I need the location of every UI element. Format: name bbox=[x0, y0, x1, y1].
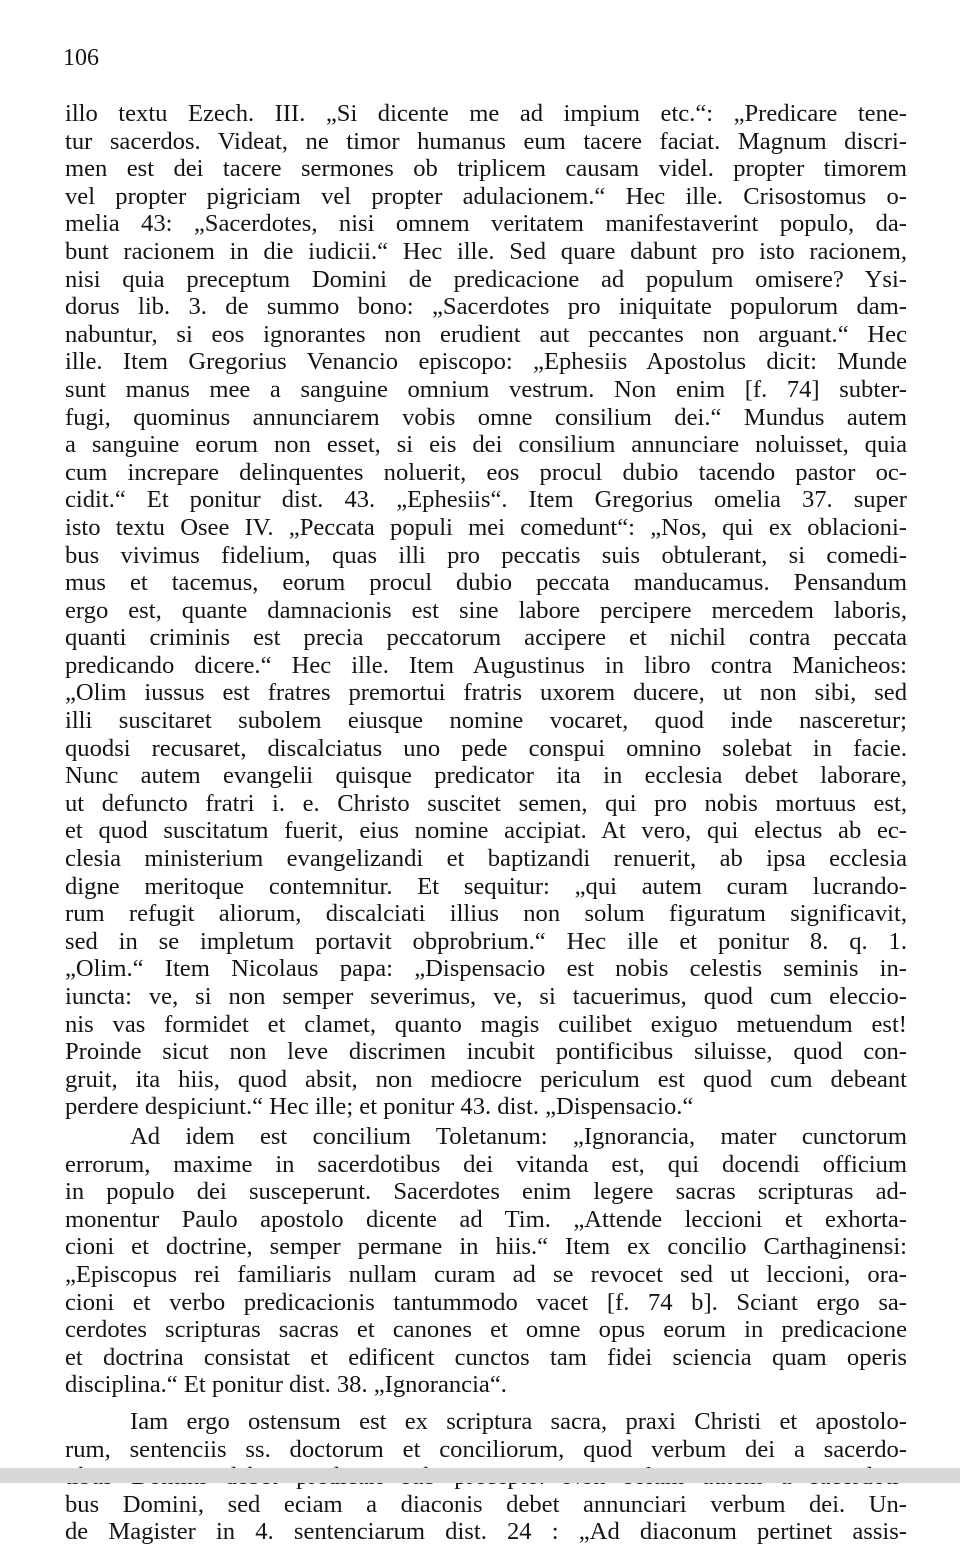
text-line: digne meritoque contemnitur. Et sequitur: „qui autem curam lucrando- bbox=[65, 872, 907, 900]
text-line: ergo est, quante damnacionis est sine labore percipere mercedem laboris, bbox=[65, 596, 907, 624]
text-line: ille. Item Gregorius Venancio episcopo: „Ephesiis Apostolus dicit: Munde bbox=[65, 348, 907, 376]
text-line: clesia ministerium evangelizandi et baptizandi renuerit, ab ipsa ecclesia bbox=[65, 845, 907, 873]
paragraph bbox=[65, 1123, 907, 1399]
text-line: rum, sentenciis ss. doctorum et conciliorum, quod verbum dei a sacerdo- bbox=[65, 1435, 907, 1463]
text-line: dorus lib. 3. de summo bono: „Sacerdotes pro iniquitate populorum dam- bbox=[65, 293, 907, 321]
text-line: de Magister in 4. sentenciarum dist. 24 : „Ad diaconum pertinet assis- bbox=[65, 1518, 907, 1546]
text-line: fugi, quominus annunciarem vobis omne consilium dei.“ Mundus autem bbox=[65, 403, 907, 431]
text-line: in populo dei susceperunt. Sacerdotes enim legere sacras scripturas ad- bbox=[65, 1178, 907, 1206]
text-line: bunt racionem in die iudicii.“ Hec ille. Sed quare dabunt pro isto racionem, bbox=[65, 237, 907, 265]
text-line: cum increpare delinquentes noluerit, eos procul dubio tacendo pastor oc- bbox=[65, 458, 907, 486]
text-line: tur sacerdos. Videat, ne timor humanus eum tacere faciat. Magnum discri- bbox=[65, 127, 907, 155]
text-line: nabuntur, si eos ignorantes non erudient aut peccantes non arguant.“ Hec bbox=[65, 320, 907, 348]
body-text bbox=[65, 100, 907, 1546]
text-line: predicando dicere.“ Hec ille. Item Augustinus in libro contra Manicheos: bbox=[65, 651, 907, 679]
text-line: disciplina.“ Et ponitur dist. 38. „Ignorancia“. bbox=[65, 1371, 507, 1399]
text-line: nis vas formidet et clamet, quanto magis cuilibet exiguo metuendum est! bbox=[65, 1010, 907, 1038]
text-line: nisi quia preceptum Domini de predicacione ad populum omisere? Ysi- bbox=[65, 265, 907, 293]
text-line: vel propter pigriciam vel propter adulacionem.“ Hec ille. Crisostomus o- bbox=[65, 182, 907, 210]
text-line: men est dei tacere sermones ob triplicem causam videl. propter timorem bbox=[65, 155, 907, 183]
text-line: iuncta: ve, si non semper severimus, ve, si tacuerimus, quod cum eleccio- bbox=[65, 983, 907, 1010]
text-line: Proinde sicut non leve discrimen incubit pontificibus siluisse, quod con- bbox=[65, 1038, 907, 1066]
text-line: isto textu Osee IV. „Peccata populi mei comedunt“: „Nos, qui ex oblacioni- bbox=[65, 513, 907, 541]
page-number: 106 bbox=[63, 45, 99, 71]
text-line: Ad idem est concilium Toletanum: „Ignorancia, mater cunctorum bbox=[130, 1122, 907, 1150]
text-line: rum refugit aliorum, discalciati illius non solum figuratum significavit, bbox=[65, 900, 907, 928]
text-line: et doctrina consistat et edificent cunctos tam fidei sciencia quam operis bbox=[65, 1343, 907, 1371]
text-line: mus et tacemus, eorum procul dubio peccata manducamus. Pensandum bbox=[65, 569, 907, 597]
text-line: quanti criminis est precia peccatorum accipere et nichil contra peccata bbox=[65, 624, 907, 652]
text-line: et quod suscitatum fuerit, eius nomine accipiat. At vero, qui electus ab ec- bbox=[65, 817, 907, 845]
text-line: a sanguine eorum non esset, si eis dei consilium annunciare noluisset, quia bbox=[65, 431, 907, 459]
text-line: errorum, maxime in sacerdotibus dei vitanda est, qui docendi officium bbox=[65, 1150, 907, 1178]
paragraph bbox=[65, 100, 907, 1121]
text-line: „Olim iussus est fratres premortui fratris uxorem ducere, ut non sibi, sed bbox=[65, 679, 907, 707]
text-line: cioni et verbo predicacionis tantummodo vacet [f. 74 b]. Sciant ergo sa- bbox=[65, 1288, 907, 1316]
text-line: bus Domini, sed eciam a diaconis debet annunciari verbum dei. Un- bbox=[65, 1490, 907, 1518]
text-line: bus vivimus fidelium, quas illi pro peccatis suis obtulerant, si comedi- bbox=[65, 541, 907, 569]
text-line: Nunc autem evangelii quisque predicator ita in ecclesia debet laborare, bbox=[65, 762, 907, 790]
text-line: sed in se impletum portavit obprobrium.“ Hec ille et ponitur 8. q. 1. bbox=[65, 927, 907, 955]
text-line: „Olim.“ Item Nicolaus papa: „Dispensacio est nobis celestis seminis in- bbox=[65, 955, 907, 983]
scan-bottom-edge bbox=[0, 1468, 960, 1483]
text-line: cerdotes scripturas sacras et canones et omne opus eorum in predicacione bbox=[65, 1316, 907, 1344]
text-line: monentur Paulo apostolo dicente ad Tim. „Attende leccioni et exhorta- bbox=[65, 1205, 907, 1233]
text-line: illo textu Ezech. III. „Si dicente me ad impium etc.“: „Predicare tene- bbox=[65, 100, 907, 127]
text-line: melia 43: „Sacerdotes, nisi omnem veritatem manifestaverint populo, da- bbox=[65, 210, 907, 238]
text-line: sunt manus mee a sanguine omnium vestrum. Non enim [f. 74] subter- bbox=[65, 375, 907, 403]
text-line: gruit, ita hiis, quod absit, non mediocre periculum est quod cum debeant bbox=[65, 1065, 907, 1093]
text-line: quodsi recusaret, discalciatus uno pede conspui omnino solebat in facie. bbox=[65, 734, 907, 762]
text-line: illi suscitaret subolem eiusque nomine vocaret, quod inde nasceretur; bbox=[65, 707, 907, 735]
text-line: „Episcopus rei familiaris nullam curam ad se revocet sed ut leccioni, ora- bbox=[65, 1260, 907, 1288]
text-line: cioni et doctrine, semper permane in hiis.“ Item ex concilio Carthaginensi: bbox=[65, 1233, 907, 1261]
text-line: cidit.“ Et ponitur dist. 43. „Ephesiis“. Item Gregorius omelia 37. super bbox=[65, 486, 907, 514]
text-line: ut defuncto fratri i. e. Christo suscitet semen, qui pro nobis mortuus est, bbox=[65, 789, 907, 817]
text-line: Iam ergo ostensum est ex scriptura sacra, praxi Christi et apostolo- bbox=[130, 1407, 907, 1435]
text-line: perdere despiciunt.“ Hec ille; et ponitur 43. dist. „Dispensacio.“ bbox=[65, 1093, 694, 1121]
